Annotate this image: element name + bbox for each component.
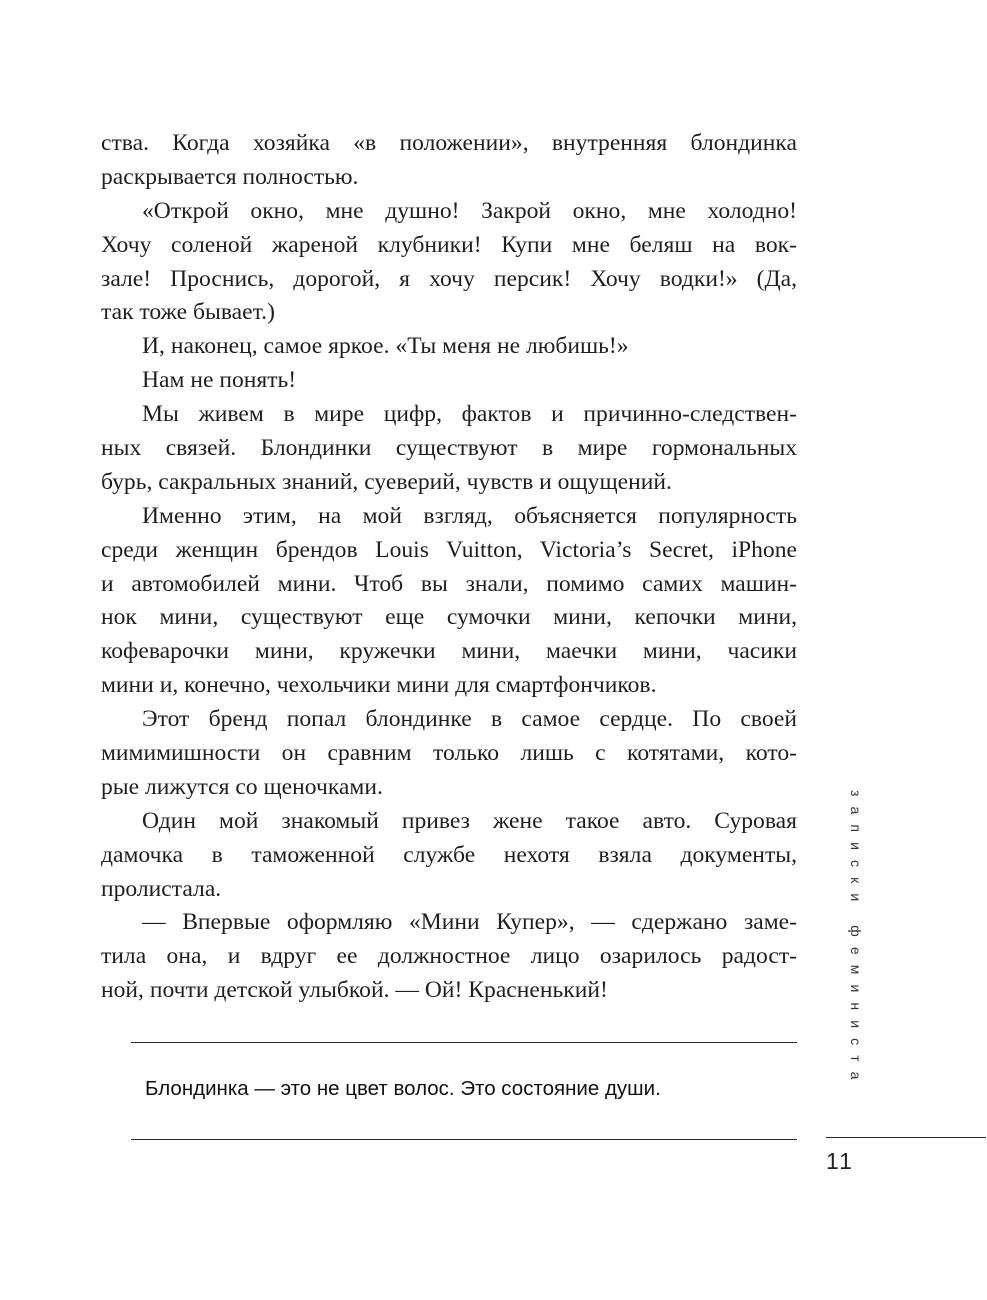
text-line: зале! Проснись, дорогой, я хочу персик! Хочу водки!» (Да,	[101, 265, 797, 292]
running-title: записки феминиста	[848, 790, 864, 1090]
text-line: Именно этим, на мой взгляд, объясняется популярность	[142, 502, 797, 529]
text-line: тила она, и вдруг ее должностное лицо озарилось радост-	[101, 943, 797, 970]
text-line: ства. Когда хозяйка «в положении», внутренняя блондинка	[101, 130, 797, 156]
text-line: И, наконец, самое яркое. «Ты меня не любишь!»	[142, 333, 629, 360]
quote-bottom-rule	[131, 1139, 797, 1140]
text-line: кофеварочки мини, кружечки мини, маечки мини, часики	[101, 638, 797, 665]
text-line: пролистала.	[101, 875, 222, 902]
text-line: мини и, конечно, чехольчики мини для смартфончиков.	[101, 672, 657, 699]
text-line: «Открой окно, мне душно! Закрой окно, мне холодно!	[142, 197, 797, 224]
text-line: Один мой знакомый привез жене такое авто. Суровая	[142, 807, 797, 834]
main-text	[101, 127, 797, 1008]
text-line: раскрывается полностью.	[101, 163, 359, 190]
text-line: Этот бренд попал блондинке в самое сердце. По своей	[142, 706, 797, 733]
text-line: — Впервые оформляю «Мини Купер», — сдержано заме-	[142, 909, 797, 936]
page-number: 11	[826, 1148, 854, 1174]
text-line: так тоже бывает.)	[101, 299, 275, 326]
text-line: Мы живем в мире цифр, фактов и причинно-следствен-	[142, 401, 797, 428]
text-line: ной, почти детской улыбкой. — Ой! Красненький!	[101, 977, 608, 1004]
text-line: рые лижутся со щеночками.	[101, 773, 383, 800]
quote-top-rule	[131, 1042, 797, 1043]
text-line: ных связей. Блондинки существуют в мире гормональных	[101, 435, 797, 462]
text-line: дамочка в таможенной службе нехотя взяла документы,	[101, 841, 797, 868]
text-line: и автомобилей мини. Чтоб вы знали, помимо самих машин-	[101, 570, 797, 597]
text-line: среди женщин брендов Louis Vuitton, Victoria’s Secret, iPhone	[101, 536, 797, 563]
footer-rule	[826, 1137, 986, 1138]
text-line: нок мини, существуют еще сумочки мини, кепочки мини,	[101, 604, 797, 631]
pull-quote: Блондинка — это не цвет волос. Это состояние души.	[145, 1077, 661, 1100]
text-line: Нам не понять!	[142, 367, 297, 394]
text-line: мимимишности он сравним только лишь с котятами, кото-	[101, 740, 797, 767]
text-line: Хочу соленой жареной клубники! Купи мне беляш на вок-	[101, 231, 797, 258]
text-line: бурь, сакральных знаний, суеверий, чувств и ощущений.	[101, 468, 672, 495]
